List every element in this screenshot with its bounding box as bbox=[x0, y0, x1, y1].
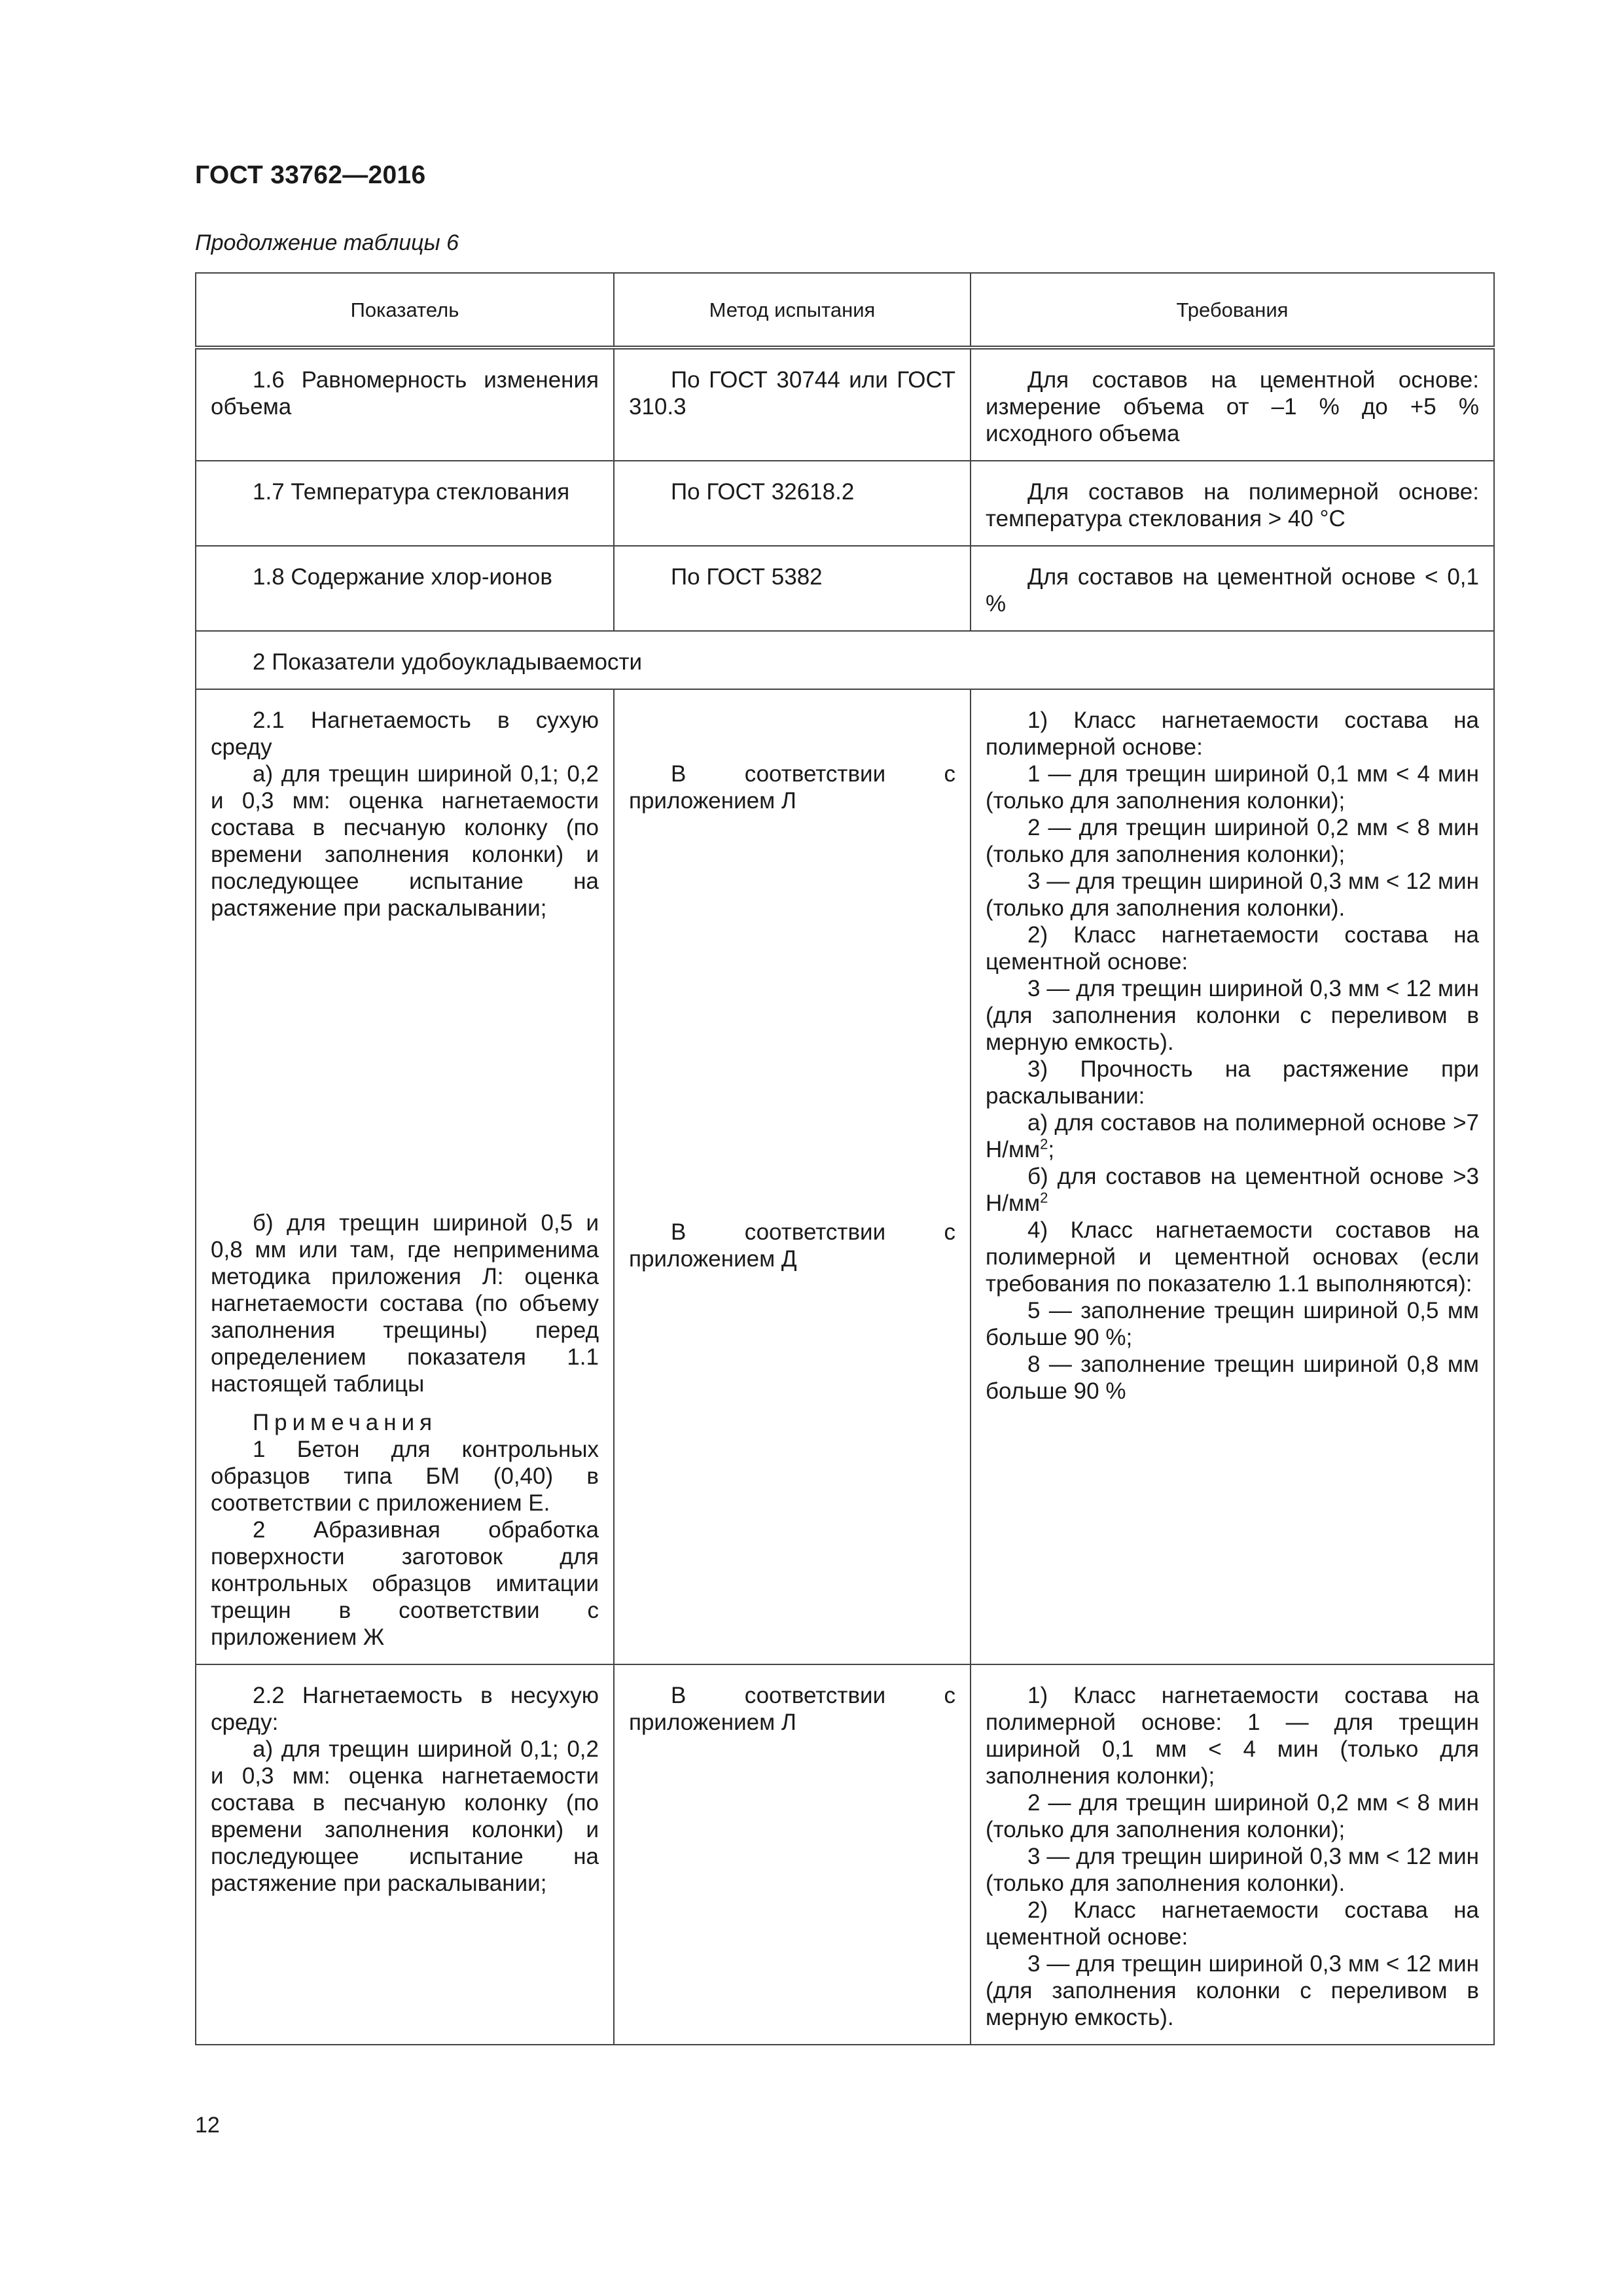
table-row bbox=[196, 546, 1494, 631]
requirement-line: 3 — для трещин шириной 0,3 мм < 12 мин (только для заполнения колонки). bbox=[986, 869, 1479, 921]
document-code: ГОСТ 33762—2016 bbox=[195, 161, 426, 189]
requirements-table bbox=[195, 272, 1495, 2045]
indicator-cell: 1.8 Содержание хлор-ионов bbox=[196, 546, 614, 631]
punctuation: ; bbox=[1048, 1137, 1055, 1162]
indicator-cell: 1.7 Температура стеклования bbox=[196, 461, 614, 546]
requirement-text: а) для составов на полимерной основе >7 Н/мм bbox=[986, 1110, 1479, 1162]
section-row bbox=[196, 631, 1494, 689]
requirement-line: 2 — для трещин шириной 0,2 мм < 8 мин (только для заполнения колонки); bbox=[986, 1790, 1479, 1842]
note-1: 1 Бетон для контрольных образцов типа БМ (0,40) в соответствии с приложением Е. bbox=[211, 1437, 599, 1516]
requirement-line: 3) Прочность на растяжение при раскалывании: bbox=[986, 1056, 1479, 1109]
table-row bbox=[196, 1664, 1494, 2045]
indicator-title: 2.1 Нагнетаемость в сухую среду bbox=[211, 708, 599, 760]
method-cell: По ГОСТ 30744 или ГОСТ 310.3 bbox=[614, 348, 971, 461]
requirement-line: 2) Класс нагнетаемости состава на цементной основе: bbox=[986, 922, 1479, 975]
requirement-line: 1) Класс нагнетаемости состава на полимерной основе: bbox=[986, 708, 1479, 760]
section-heading: 2 Показатели удобоукладываемости bbox=[196, 631, 1494, 689]
requirement-cell: Для составов на цементной основе: измерение объема от –1 % до +5 % исходного объема bbox=[971, 348, 1494, 461]
page-number: 12 bbox=[195, 2113, 220, 2138]
superscript: 2 bbox=[1040, 1189, 1048, 1206]
requirement-line: 8 — заполнение трещин шириной 0,8 мм больше 90 % bbox=[986, 1352, 1479, 1404]
indicator-cell bbox=[196, 1664, 614, 2045]
requirement-text: б) для составов на цементной основе >3 Н/мм bbox=[986, 1164, 1479, 1216]
indicator-item-a: а) для трещин шириной 0,1; 0,2 и 0,3 мм: оценка нагнетаемости состава в песчаную колонку (по времени заполнения колонки) и последующее испытание на растяжение при раскалывании; bbox=[211, 761, 599, 921]
table-row bbox=[196, 689, 1494, 1664]
requirement-line: 1) Класс нагнетаемости состава на полимерной основе: 1 — для трещин шириной 0,1 мм < 4 мин (только для заполнения колонки); bbox=[986, 1683, 1479, 1789]
method-cell bbox=[614, 689, 971, 1664]
requirement-line bbox=[986, 1163, 1479, 1217]
requirement-line bbox=[986, 1109, 1479, 1163]
requirement-line: 3 — для трещин шириной 0,3 мм < 12 мин (для заполнения колонки с переливом в мерную емкость). bbox=[986, 1951, 1479, 2030]
method-cell: По ГОСТ 5382 bbox=[614, 546, 971, 631]
requirement-line: 2) Класс нагнетаемости состава на цементной основе: bbox=[986, 1897, 1479, 1950]
indicator-cell bbox=[196, 689, 614, 1664]
table-continuation-caption: Продолжение таблицы 6 bbox=[195, 230, 459, 255]
column-header-requirements: Требования bbox=[971, 273, 1494, 348]
requirement-line: 3 — для трещин шириной 0,3 мм < 12 мин (только для заполнения колонки). bbox=[986, 1844, 1479, 1896]
note-2: 2 Абразивная обработка поверхности заготовок для контрольных образцов имитации трещин в соответствии с приложением Ж bbox=[211, 1517, 599, 1650]
indicator-title: 2.2 Нагнетаемость в несухую среду: bbox=[211, 1683, 599, 1735]
requirement-cell bbox=[971, 689, 1494, 1664]
requirement-cell: Для составов на цементной основе < 0,1 % bbox=[971, 546, 1494, 631]
requirement-line: 3 — для трещин шириной 0,3 мм < 12 мин (для заполнения колонки с переливом в мерную емкость). bbox=[986, 976, 1479, 1055]
column-header-method: Метод испытания bbox=[614, 273, 971, 348]
indicator-cell: 1.6 Равномерность изменения объема bbox=[196, 348, 614, 461]
notes-title: Примечания bbox=[253, 1410, 438, 1435]
method-cell: В соответствии с приложением Л bbox=[614, 1664, 971, 2045]
table-header-row bbox=[196, 273, 1494, 348]
indicator-item-b: б) для трещин шириной 0,5 и 0,8 мм или там, где неприменима методика приложения Л: оценка нагнетаемости состава (по объему заполнения трещины) перед определением показателя 1.1 настоящей таблицы bbox=[211, 1210, 599, 1397]
requirement-cell bbox=[971, 1664, 1494, 2045]
requirement-line: 2 — для трещин шириной 0,2 мм < 8 мин (только для заполнения колонки); bbox=[986, 815, 1479, 867]
requirement-line: 1 — для трещин шириной 0,1 мм < 4 мин (только для заполнения колонки); bbox=[986, 761, 1479, 814]
requirement-line: 5 — заполнение трещин шириной 0,5 мм больше 90 %; bbox=[986, 1298, 1479, 1350]
indicator-item-a: а) для трещин шириной 0,1; 0,2 и 0,3 мм: оценка нагнетаемости состава в песчаную колонку (по времени заполнения колонки) и последующее испытание на растяжение при раскалывании; bbox=[211, 1736, 599, 1896]
superscript: 2 bbox=[1040, 1136, 1048, 1153]
method-item-b: В соответствии с приложением Д bbox=[629, 1219, 955, 1272]
requirement-cell: Для составов на полимерной основе: температура стеклования > 40 °С bbox=[971, 461, 1494, 546]
table-row bbox=[196, 461, 1494, 546]
column-header-indicator: Показатель bbox=[196, 273, 614, 348]
table-row bbox=[196, 348, 1494, 461]
requirement-line: 4) Класс нагнетаемости составов на полимерной и цементной основах (если требования по показателю 1.1 выполняются): bbox=[986, 1217, 1479, 1297]
method-cell: По ГОСТ 32618.2 bbox=[614, 461, 971, 546]
method-item-a: В соответствии с приложением Л bbox=[629, 761, 955, 814]
